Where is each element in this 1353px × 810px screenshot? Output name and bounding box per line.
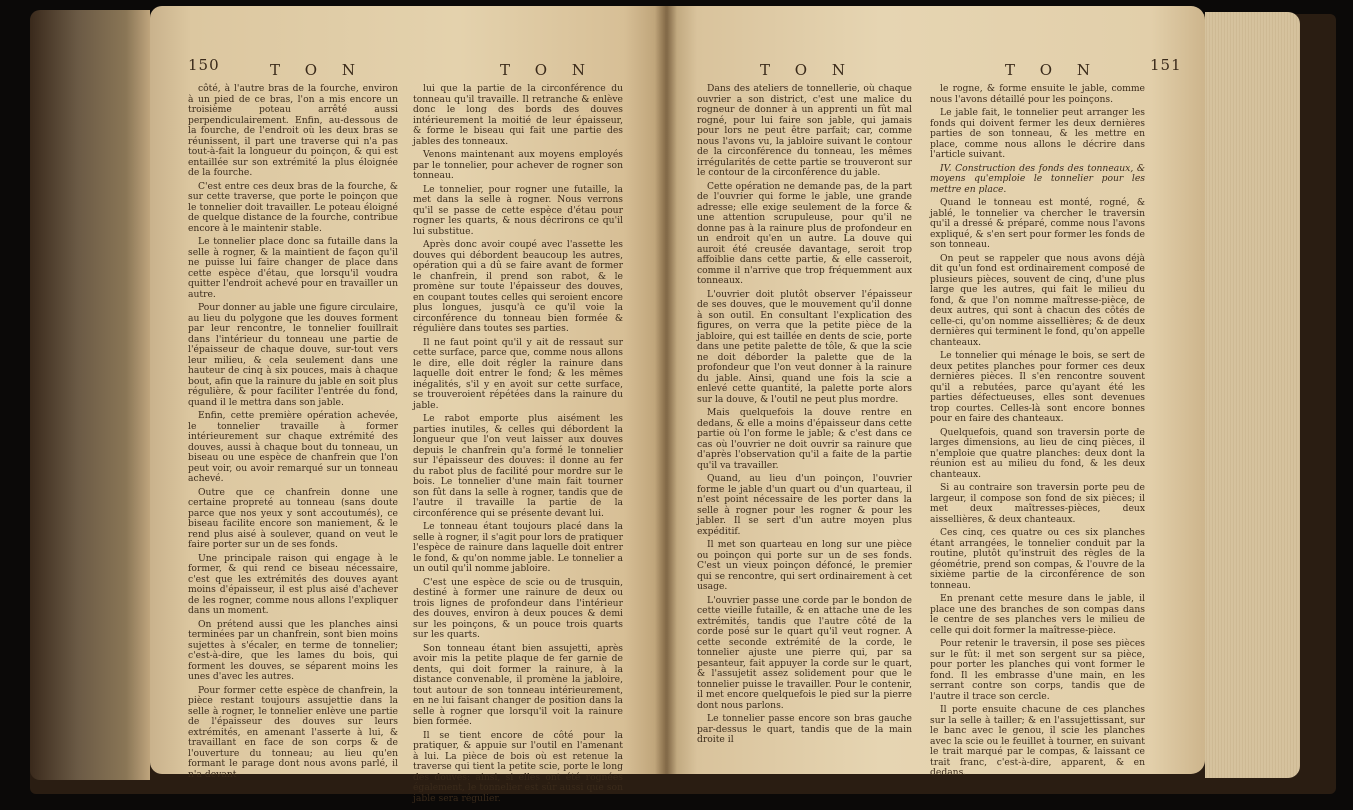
paragraph: Le tonnelier place donc sa futaille dans la selle à rogner, & la maintient de façon qu'il ne puisse lui faire changer de place dans cette espèce d'étau, que lorsqu'il voudra quitter l'endroit achevé pour en travailler un autre. [188, 236, 398, 300]
paragraph: Pour former cette espèce de chanfrein, la pièce restant toujours assujettie dans la selle à rogner, le tonnelier enlève une partie de l'épaisseur des douves sur leurs extrémités, en amenant l'asserte à lui, & travaillant en face de son corps & de l'ouverture du tonneau; au lieu qu'en formant le parage dont nous avons parlé, il n'a devant [188, 684, 398, 780]
paragraph: Le rabot emporte plus aisément les parties inutiles, & celles qui débordent la longueur que l'on veut laisser aux douves depuis le chanfrein qu'a formé le tonnelier sur l'épaisseur des douves: il donne au fer du rabot plus de facilité pour mordre sur le bois. Le tonnelier d'une main fait tourner son fût dans la selle à rogner, tandis que de l'autre il travaille la partie de la circonférence qui se présente devant lui. [413, 413, 623, 519]
paragraph: Quand le tonneau est monté, rogné, & jablé, le tonnelier va chercher le traversin qu'il a dressé & préparé, comme nous l'avons expliqué, & s'en sert pour former les fonds de son tonneau. [930, 197, 1145, 250]
paragraph: Pour donner au jable une figure circulaire, au lieu du polygone que les douves forment par leur rencontre, le tonnelier fouillrait dans l'intérieur du tonneau une partie de l'épaisseur de chaque douve, sur-tout vers leur milieu, & cela seulement dans une hauteur de cinq à six pouces, mais à chaque bout, afin que la rainure du jable en soit plus régulière, & pour faciliter l'entrée du fond, quand il le mettra dans son jable. [188, 302, 398, 408]
paragraph: côté, à l'autre bras de la fourche, environ à un pied de ce bras, l'on a mis encore un troisième poteau arrêté aussi perpendiculairement. Enfin, au-dessous de la fourche, de l'endroit où les deux bras se réunissent, il part une traverse qui n'a pas tout-à-fait la longueur du poinçon, & qui est entaillée sur son extrémité la plus éloignée de la fourche. [188, 83, 398, 178]
right-column-1 [697, 84, 912, 749]
right-column-2 [930, 84, 1145, 782]
paragraph: Le jable fait, le tonnelier peut arranger les fonds qui doivent fermer les deux dernières parties de son tonneau, & les mettre en place, comme nous allons le décrire dans l'article suivant. [930, 107, 1145, 160]
paragraph: Ces cinq, ces quatre ou ces six planches étant arrangées, le tonnelier conduit par la routine, plutôt qu'instruit des règles de la géométrie, prend son compas, & l'ouvre de la sixième partie de la circonférence de son tonneau. [930, 527, 1145, 591]
paragraph: Enfin, cette première opération achevée, le tonnelier travaille à former intérieurement sur chaque extrémité des douves, aussi à chaque bout du tonneau, un biseau ou une espèce de chanfrein que l'on peut voir, ou avoir remarqué sur un tonneau achevé. [188, 410, 398, 484]
paragraph: En prenant cette mesure dans le jable, il place une des branches de son compas dans le centre de ses planches vers le milieu de celle qui doit former la maîtresse-pièce. [930, 593, 1145, 636]
paragraph: Son tonneau étant bien assujetti, après avoir mis la petite plaque de fer garnie de dents, qui doit former la rainure, à la distance convenable, il promène la jabloire, tout autour de son tonneau intérieurement, en ne lui faisant changer de position dans la selle à rogner que lorsqu'il voit la rainure bien formée. [413, 642, 623, 727]
paragraph: Quand, au lieu d'un poinçon, l'ouvrier forme le jable d'un quart ou d'un quarteau, il n'est point nécessaire de les porter dans la selle à rogner pour les rogner & pour les jabler. Il se sert d'un autre moyen plus expéditif. [697, 473, 912, 537]
left-page-number: 150 [188, 56, 220, 74]
section-heading: IV. Construction des fonds des tonneaux, & moyens qu'emploie le tonnelier pour les mettre en place. [930, 162, 1145, 195]
paragraph: Outre que ce chanfrein donne une certaine propreté au tonneau (sans doute parce que nos yeux y sont accoutumés), ce biseau facilite encore son maniement, & le rend plus aisé à soulever, quand on veut le faire porter sur un de ses fonds. [188, 486, 398, 550]
paragraph: Il se tient encore de côté pour la pratiquer, & appuie sur l'outil en l'amenant à lui. La pièce de bois où est retenue la traverse qui tient la petite scie, porte le long des douves: ainsi, si elles ont été rognées également, le tonnelier est sûr aussi que son jable sera régulier. [413, 729, 623, 804]
paragraph: Il met son quarteau en long sur une pièce ou poinçon qui porte sur un de ses fonds. C'est un vieux poinçon défoncé, le premier qui se rencontre, qui sert ordinairement à cet usage. [697, 539, 912, 592]
paragraph: C'est une espèce de scie ou de trusquin, destiné à former une rainure de deux ou trois lignes de profondeur dans l'intérieur des douves, environ à deux pouces & demi sur les poinçons, & un pouce trois quarts sur les quarts. [413, 576, 623, 640]
left-running-head-col1: T O N [270, 61, 365, 79]
paragraph: On prétend aussi que les planches ainsi terminées par un chanfrein, sont bien moins sujettes à s'écaler, en terme de tonnelier; c'est-à-dire, que les lames du bois, qui forment les douves, se séparent moins les unes d'avec les autres. [188, 618, 398, 682]
paragraph: Le tonnelier qui ménage le bois, se sert de deux petites planches pour former ces deux dernières pièces. Il s'en rencontre souvent qu'il a rebutées, parce qu'ayant été les parties défectueuses, elles sont devenues trop courtes. Celles-là sont encore bonnes pour en faire des chanteaux. [930, 350, 1145, 424]
right-page-number: 151 [1150, 56, 1182, 74]
paragraph: Il ne faut point qu'il y ait de ressaut sur cette surface, parce que, comme nous allons le dire, elle doit régler la rainure dans laquelle doit entrer le fond; & les mêmes inégalités, s'il y en avoit sur cette surface, se trouveroient répétées dans la rainure du jable. [413, 336, 623, 411]
paragraph: Le tonnelier passe encore son bras gauche par-dessus le quart, tandis que de la main droite il [697, 713, 912, 745]
paragraph: lui que la partie de la circonférence du tonneau qu'il travaille. Il retranche & enlève donc le long des bords des douves intérieurement la moitié de leur épaisseur, & forme le biseau qui fait une partie des jables des tonneaux. [413, 83, 623, 147]
paragraph: Mais quelquefois la douve rentre en dedans, & elle a moins d'épaisseur dans cette partie où l'on forme le jable; & c'est dans ce cas où l'ouvrier ne doit ouvrir sa rainure que d'après l'observation qu'il a faite de la partie qu'il va travailler. [697, 407, 912, 471]
right-running-head-col1: T O N [760, 61, 855, 79]
paragraph: Il porte ensuite chacune de ces planches sur la selle à tailler; & en l'assujettissant, sur le banc avec le genou, il scie les planches avec la scie ou le feuillet à tourner, en suivant le trait marqué par le compas, & laissant ce trait franc, c'est-à-dire, apparent, & en dedans. [930, 704, 1145, 778]
left-column-1 [188, 84, 398, 783]
paragraph: Une principale raison qui engage à le former, & qui rend ce biseau nécessaire, c'est que les extrémités des douves ayant moins d'épaisseur, il est plus aisé d'achever de les rogner, comme nous allons l'expliquer dans un moment. [188, 552, 398, 616]
book-edge-left [30, 10, 150, 780]
paragraph: Venons maintenant aux moyens employés par le tonnelier, pour achever de rogner son tonneau. [413, 149, 623, 181]
left-running-head-col2: T O N [500, 61, 595, 79]
paragraph: Pour retenir le traversin, il pose ses pièces sur le fût: il met son sergent sur sa pièce, pour porter les planches qui vont former le fond. Il les embrasse d'une main, en les serrant contre son corps, tandis que de l'autre il trace son cercle. [930, 638, 1145, 702]
right-running-head-col2: T O N [1005, 61, 1100, 79]
paragraph: Dans des ateliers de tonnellerie, où chaque ouvrier a son district, c'est une malice du rogneur de donner à un apprenti un fût mal rogné, pour lui faire son jable, qui jamais pour lors ne peut être parfait; car, comme nous l'avons vu, la jabloire suivant le contour de la circonférence du tonneau, les mêmes irrégularités de cette partie se trouveront sur le contour de la circonférence du jable. [697, 83, 912, 178]
paragraph: Après donc avoir coupé avec l'assette les douves qui débordent beaucoup les autres, opération qui a dû se faire avant de former le chanfrein, il prend son rabot, & le promène sur toute l'épaisseur des douves, en coupant toutes celles qui seroient encore plus longues, jusqu'à ce qu'il voie la circonférence du tonneau bien formée & régulière dans toutes ses parties. [413, 239, 623, 334]
paragraph: Si au contraire son traversin porte peu de largeur, il compose son fond de six pièces; il met deux maîtresses-pièces, deux aissellières, & deux chanteaux. [930, 482, 1145, 525]
book-edge-right [1205, 12, 1300, 778]
paragraph: Le tonnelier, pour rogner une futaille, la met dans la selle à rogner. Nous verrons qu'il se passe de cette espèce d'étau pour rogner les quarts, & nous décrirons ce qu'il lui substitue. [413, 183, 623, 237]
paragraph: Quelquefois, quand son traversin porte de larges dimensions, au lieu de cinq pièces, il n'emploie que quatre planches: deux dont la réunion est au milieu du fond, & les deux chanteaux. [930, 426, 1145, 480]
book-gutter [655, 6, 677, 774]
paragraph: On peut se rappeler que nous avons déjà dit qu'un fond est ordinairement composé de plusieurs pièces, souvent de cinq, d'une plus large que les autres, qui fait le milieu du fond, & que l'on nomme maîtresse-pièce, de deux autres, qui sont à chacun des côtés de celle-ci, qu'on nomme aissellières; & de deux dernières qui terminent le fond, qu'on appelle chanteaux. [930, 252, 1145, 348]
left-column-2 [413, 84, 623, 807]
paragraph: L'ouvrier doit plutôt observer l'épaisseur de ses douves, que le mouvement qu'il donne à son outil. En consultant l'explication des figures, on verra que la petite pièce de la jabloire, qui est taillée en dents de scie, porte dans une petite palette de tôle, & que la scie ne doit déborder la palette que de la profondeur que l'on veut donner à la rainure du jable. Ainsi, quand une fois la scie a enlevé cette quantité, la palette porte alors sur la douve, & l'outil ne peut plus mordre. [697, 288, 912, 405]
right-page [665, 6, 1205, 778]
paragraph: C'est entre ces deux bras de la fourche, & sur cette traverse, que porte le poinçon que le tonnelier doit travailler. Le poteau éloigné de quelque distance de la fourche, contribue encore à le maintenir stable. [188, 180, 398, 234]
left-page [150, 6, 665, 804]
paragraph: L'ouvrier passe une corde par le bondon de cette vieille futaille, & en attache une de les extrémités, tandis que l'autre côté de la corde posé sur le quart qu'il veut rogner. A cette seconde extrémité de la corde, le tonnelier ajuste une pierre qui, par sa pesanteur, fait appuyer la corde sur le quart, & l'assujetit assez solidement pour que le tonnelier puisse le travailler. Pour le contenir, il met encore quelquefois le pied sur la pierre dont nous parlons. [697, 594, 912, 711]
paragraph: Cette opération ne demande pas, de la part de l'ouvrier qui forme le jable, une grande adresse; elle exige seulement de la force & une attention scrupuleuse, pour qu'il ne donne pas à la rainure plus de profondeur en un endroit qu'en un autre. La douve qui auroit été creusée davantage, seroit trop affoiblie dans cette partie, & elle casseroit, comme il n'arrive que trop fréquemment aux tonneaux. [697, 180, 912, 286]
paragraph: le rogne, & forme ensuite le jable, comme nous l'avons détaillé pour les poinçons. [930, 83, 1145, 105]
paragraph: Le tonneau étant toujours placé dans la selle à rogner, il s'agit pour lors de pratiquer l'espèce de rainure dans laquelle doit entrer le fond, & qu'on nomme jable. Le tonnelier a un outil qu'il nomme jabloire. [413, 521, 623, 574]
